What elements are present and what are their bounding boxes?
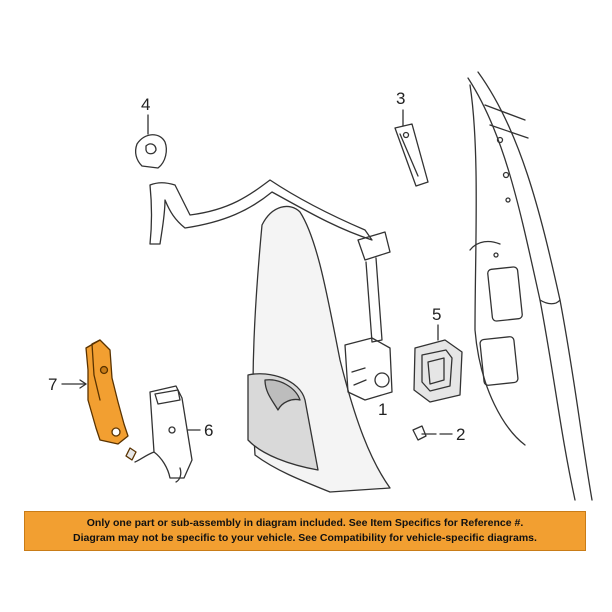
callout-1: 1 bbox=[378, 400, 388, 419]
pillar-trim-panel bbox=[248, 206, 390, 492]
retractor-assembly bbox=[345, 232, 392, 400]
callout-4: 4 bbox=[141, 95, 151, 114]
callout-7: 7 bbox=[48, 375, 58, 394]
anchor-bolt bbox=[413, 426, 452, 440]
bolt-cap bbox=[136, 115, 167, 168]
callout-5: 5 bbox=[432, 305, 442, 324]
disclaimer-line-2: Diagram may not be specific to your vehicle. See Compatibility for vehicle-specific diagrams. bbox=[73, 532, 537, 544]
callout-6: 6 bbox=[204, 421, 214, 440]
body-pillar bbox=[468, 72, 592, 500]
guide-cover bbox=[414, 325, 462, 402]
disclaimer-banner bbox=[24, 511, 586, 551]
highlighted-bracket bbox=[62, 340, 136, 460]
height-adjuster bbox=[395, 110, 428, 186]
disclaimer-line-1: Only one part or sub-assembly in diagram included. See Item Specifics for Reference #. bbox=[86, 517, 524, 529]
callout-2: 2 bbox=[456, 425, 466, 444]
callout-3: 3 bbox=[396, 89, 406, 108]
lower-buckle-anchor bbox=[135, 386, 200, 482]
